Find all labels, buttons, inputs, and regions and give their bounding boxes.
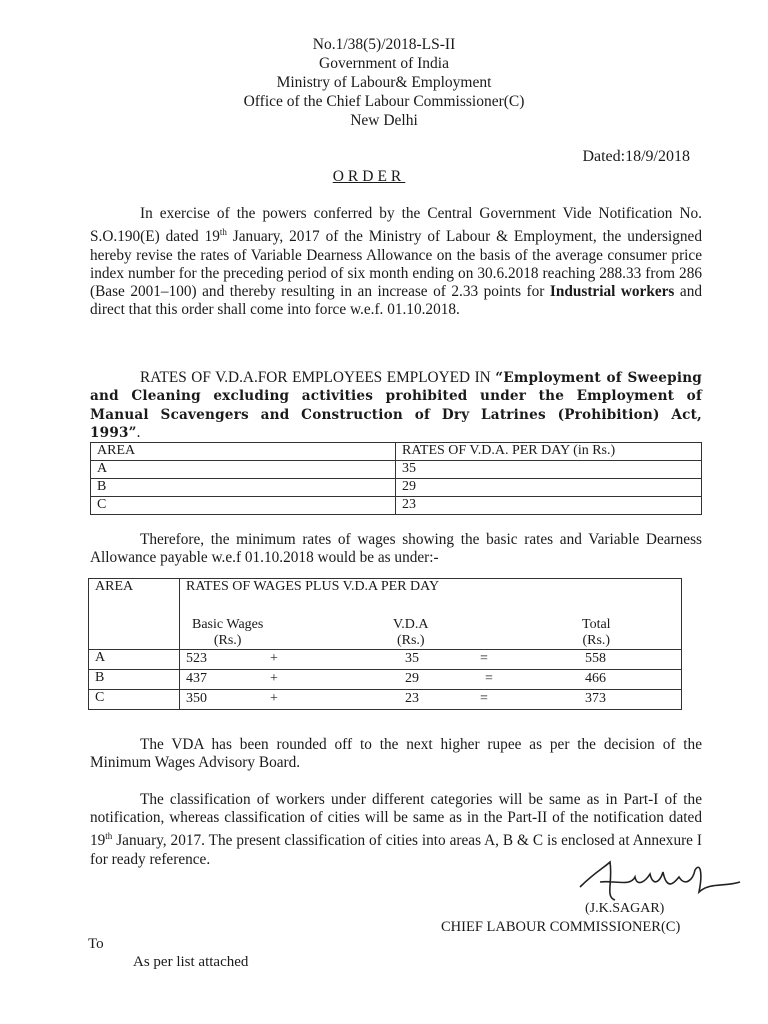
- table-row: [89, 670, 682, 690]
- para-text: .: [136, 424, 141, 442]
- para-text: Therefore, the minimum rates of wages showing the basic rates and Variable Dearness Allowance payable w.e.f 01.10.2018 would be as under:-: [90, 531, 702, 567]
- vda: 29: [405, 671, 419, 686]
- header-cell: AREA: [89, 579, 180, 650]
- basic: 437: [186, 671, 207, 686]
- cell: A: [91, 461, 396, 479]
- wages-table: [88, 578, 682, 710]
- order-title: ORDER: [332, 168, 406, 185]
- letterhead: [0, 35, 768, 130]
- cell: C: [91, 497, 396, 515]
- vda-header: [393, 617, 429, 649]
- para-text: January, 2017. The present classification of cities into areas A, B & C is enclosed at Annexure I for ready reference.: [90, 832, 702, 868]
- cell: B: [91, 479, 396, 497]
- para-text: The classification of workers under different categories will be same as in Part-I of the notification, whereas classification of cities will be same as in the Part-II of the notification dated 19: [90, 791, 702, 850]
- table-header-row: [91, 443, 702, 461]
- city: New Delhi: [350, 112, 418, 129]
- signatory-name: (J.K.SAGAR): [585, 901, 665, 916]
- table-row: [89, 690, 682, 710]
- table-row: [89, 650, 682, 670]
- cell: [180, 650, 682, 670]
- table-row: [91, 497, 702, 515]
- header-cell: [180, 579, 682, 650]
- cell: 23: [396, 497, 702, 515]
- rounding-paragraph: [90, 736, 702, 772]
- table-row: [91, 461, 702, 479]
- para-text: The VDA has been rounded off to the next higher rupee as per the decision of the Minimum Wages Advisory Board.: [90, 736, 702, 772]
- cell: 35: [396, 461, 702, 479]
- total: 373: [585, 691, 606, 706]
- total-header: [582, 617, 611, 649]
- equals: =: [480, 691, 488, 706]
- equals: =: [485, 671, 493, 686]
- reference-number: No.1/38(5)/2018-LS-II: [312, 36, 456, 53]
- para-text: and direct that this order shall come into force w.e.f. 01.10.2018.: [90, 282, 702, 319]
- superscript: th: [219, 227, 227, 238]
- total: 466: [585, 671, 606, 686]
- table-header-row: [89, 579, 682, 650]
- equals: =: [480, 651, 488, 666]
- bold-text: Industrial workers: [549, 282, 675, 300]
- recipients: As per list attached: [133, 954, 249, 970]
- header-cell: AREA: [91, 443, 396, 461]
- unit: (Rs.): [396, 633, 425, 648]
- vda: 35: [405, 651, 419, 666]
- vda-rates-table: [90, 442, 702, 515]
- government: Government of India: [319, 55, 449, 72]
- superscript: th: [105, 831, 113, 842]
- order-paragraph: [90, 205, 702, 319]
- unit: (Rs.): [213, 633, 242, 648]
- date: Dated:18/9/2018: [582, 148, 690, 165]
- total: 558: [585, 651, 606, 666]
- header-cell: RATES OF V.D.A. PER DAY (in Rs.): [396, 443, 702, 461]
- label: Total: [582, 617, 611, 632]
- basic-wages-header: [192, 617, 263, 649]
- office: Office of the Chief Labour Commissioner(C): [243, 93, 525, 110]
- signatory-designation: CHIEF LABOUR COMMISSIONER(C): [441, 919, 681, 935]
- cell: [180, 670, 682, 690]
- bold-text: “Employment of Sweeping and Cleaning excluding activities prohibited under the Employment of Manual Scavengers and Construction of Dry Latrines (Prohibition) Act, 1993”: [90, 370, 702, 442]
- para-text: January, 2017 of the Ministry of Labour & Employment, the undersigned hereby revise the rates of Variable Dearness Allowance on the basis of the average consumer price index number for the preceding period of six month ending on 30.6.2018 reaching 288.33 from 286 (Base 2001–100) and thereby resulting in an increase of 2.33 points for: [90, 228, 702, 300]
- to-label: To: [88, 936, 104, 952]
- basic: 523: [186, 651, 207, 666]
- cell: 29: [396, 479, 702, 497]
- plus: +: [270, 671, 278, 686]
- vda: 23: [405, 691, 419, 706]
- para-text: RATES OF V.D.A.FOR EMPLOYEES EMPLOYED IN: [140, 369, 496, 386]
- group-header: RATES OF WAGES PLUS V.D.A PER DAY: [186, 579, 440, 594]
- cell: [180, 690, 682, 710]
- cell: A: [89, 650, 180, 670]
- label: Basic Wages: [192, 617, 264, 632]
- plus: +: [270, 691, 278, 706]
- plus: +: [270, 651, 278, 666]
- label: V.D.A: [393, 617, 429, 632]
- basic: 350: [186, 691, 207, 706]
- cell: C: [89, 690, 180, 710]
- para-text: In exercise of the powers conferred by the Central Government Vide Notification No. S.O.190(E) dated 19: [90, 205, 702, 246]
- unit: (Rs.): [582, 633, 611, 648]
- ministry: Ministry of Labour& Employment: [276, 74, 492, 91]
- cell: B: [89, 670, 180, 690]
- minimum-wages-paragraph: [90, 531, 702, 567]
- vda-rates-paragraph: [90, 369, 702, 443]
- table-row: [91, 479, 702, 497]
